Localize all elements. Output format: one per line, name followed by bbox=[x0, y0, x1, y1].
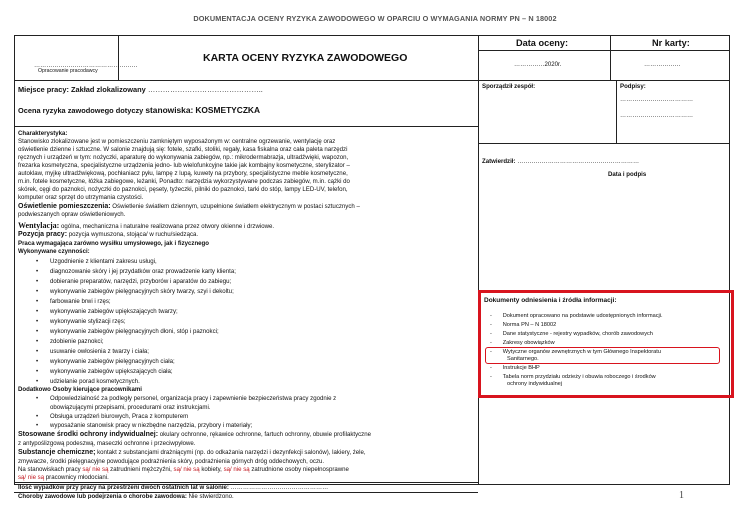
employment-line: Na stanowiskach pracy są/ nie są zatrudnieni mężczyźni, są/ nie są kobiety, są/ nie są zatrudnione osoby niepełnosprawne bbox=[18, 466, 349, 473]
rule bbox=[14, 80, 730, 81]
rule bbox=[616, 80, 617, 143]
characteristics-line: skórek, cęgi do paznokci, nożyczki do paznokci, pęsety, tyżeczki, pilniki do paznokci, tarki do stóp, lampy LED-UV, telefon, bbox=[18, 186, 348, 193]
extra-heading: Dodatkowo Osoby kierujące pracownikami bbox=[18, 386, 142, 393]
rule bbox=[610, 35, 611, 80]
sources-heading: Dokumenty odniesienia i źródła informacji: bbox=[484, 297, 617, 304]
ppe-line: z antypoślizgową podeszwą, maseczki ochronne i przeciwpyłowe. bbox=[18, 440, 196, 447]
task-item: • wykonywanie zabiegów pielęgnacyjnych skóry twarzy, szyi i dekoltu; bbox=[50, 288, 234, 295]
rule bbox=[478, 143, 730, 144]
rule bbox=[118, 35, 119, 80]
characteristics-line: Stanowisko zlokalizowane jest w pomieszczeniu zamkniętym wyposażonym w: centralne ogrzewanie, wentylację oraz bbox=[18, 138, 336, 145]
effort-line: Praca wymagająca zarówno wysiłku umysłowego, jak i fizycznego bbox=[18, 240, 210, 247]
extra-task-item: • Obsługa urządzeń biurowych, Praca z komputerem bbox=[50, 413, 188, 420]
extra-task-item: obowiązującymi przepisami, procedurami oraz instrukcjami. bbox=[50, 404, 211, 411]
employment-line: są/ nie są pracownicy młodociani. bbox=[18, 474, 109, 481]
lighting-line: Oświetlenie pomieszczenia: Oświetlenie światłem dziennym, uzupełnione światłem elektrycznym w postaci sztucznych – bbox=[18, 203, 360, 210]
characteristics-heading: Charakterystyka: bbox=[18, 130, 68, 137]
task-item: • Uzgodnienie z klientami zakresu usługi, bbox=[50, 258, 157, 265]
task-item: • wykonywanie zabiegów pielęgnacyjnych ciała; bbox=[50, 358, 175, 365]
characteristics-line: frezarka kosmetyczna, specjalistyczne urządzenia jedno- lub wielofunkcyjne takie jak kombajny kosmetyczne, sterylizator – bbox=[18, 162, 350, 169]
position-line: Ocena ryzyka zawodowego dotyczy stanowiska: KOSMETYCZKA bbox=[18, 105, 261, 115]
task-item: • udzielanie porad kosmetycznych. bbox=[50, 378, 140, 385]
signatures-label: Podpisy: bbox=[620, 83, 646, 90]
document-header: DOKUMENTACJA OCENY RYZYKA ZAWODOWEGO W OPARCIU O WYMAGANIA NORMY PN – N 18002 bbox=[193, 14, 557, 23]
task-item: • diagnozowanie skóry i jej przydatków oraz prowadzenie karty klienta; bbox=[50, 268, 236, 275]
card-title: KARTA OCENY RYZYKA ZAWODOWEGO bbox=[203, 52, 408, 64]
task-item: • dobieranie preparatów, narzędzi, przyborów i aparatów do zabiegu; bbox=[50, 278, 231, 285]
source-item: - Dane statystyczne - rejestry wypadków, chorób zawodowych bbox=[490, 331, 653, 337]
ppe-line: Stosowane środki ochrony indywidualnej: okulary ochronne, rękawice ochronne, fartuch ochronny, obuwie profilaktyczne bbox=[18, 431, 371, 438]
ventilation-line: Wentylacja: ogólna, mechaniczna i naturalne realizowana przez otwory okienne i drzwiowe. bbox=[18, 221, 275, 230]
workplace-line: Miejsce pracy: Zakład zlokalizowany ……………………………………….. bbox=[18, 85, 263, 94]
page-number: 1 bbox=[679, 490, 684, 501]
card-number-label: Nr karty: bbox=[652, 38, 690, 48]
source-item-continued: Sanitarnego. bbox=[507, 356, 539, 362]
characteristics-line: autoklaw, myjkę ultradźwiękową, pochłaniacz pyłu, lampę z lupą, kuwety na przybory, specjalistyczne meble kosmetyczne, bbox=[18, 170, 348, 177]
source-item-continued: ochrony indywidualnej bbox=[507, 381, 563, 387]
date-value: ……………2020r. bbox=[514, 61, 562, 68]
approval-label: Zatwierdził: …………………………………………………… bbox=[482, 158, 640, 165]
rule bbox=[14, 482, 478, 483]
chemicals-line: zmywacze, środki pielęgnacyjne powodujące podrażnienia skóry, podrażnienia górnych dróg oddechowych, oczu. bbox=[18, 458, 325, 465]
characteristics-line: m.in. fotele kosmetyczne, łóżka zabiegowe, leżanki, Ponadto: narzędzia wykorzystywane podczas zabiegów, m.in. cążki do bbox=[18, 178, 350, 185]
characteristics-line: oświetlenie dzienne i sztuczne. W salonie znajdują się: fotele, szafki, stoliki, regały, kasa fiskalna oraz cała paleta narzędzi bbox=[18, 146, 348, 153]
source-item: - Zakresy obowiązków bbox=[490, 340, 555, 346]
lighting-line: podwieszanych opraw oświetleniowych. bbox=[18, 211, 126, 218]
signature-line: ……………………………… bbox=[620, 112, 694, 119]
rule bbox=[14, 126, 478, 127]
task-item: • farbowanie brwi i rzęs; bbox=[50, 298, 111, 305]
rule bbox=[478, 35, 479, 485]
source-item: - Wytyczne organów zewnętrznych w tym Głównego Inspektoratu bbox=[490, 349, 661, 355]
task-item: • wykonywanie zabiegów pielęgnacyjnych dłoni, stóp i paznokci; bbox=[50, 328, 219, 335]
extra-task-item: • wyposażanie stanowisk pracy w niezbędne narzędzia, przybory i materiały; bbox=[50, 422, 252, 429]
signature-line: ……………………………… bbox=[620, 96, 694, 103]
source-item: - Tabela norm przydziału odzieży i obuwia roboczego i środków bbox=[490, 374, 656, 380]
task-item: • wykonywanie zabiegów upiększających twarzy; bbox=[50, 308, 178, 315]
stamp-label: Opracowanie pracodawcy bbox=[38, 68, 98, 74]
date-label: Data oceny: bbox=[516, 38, 569, 48]
extra-task-item: • Odpowiedzialność za podległy personel, organizacja pracy i zapewnienie bezpieczeństwa pracy zgodnie z bbox=[50, 395, 336, 402]
task-item: • usuwanie owłosienia z twarzy i ciała; bbox=[50, 348, 149, 355]
task-item: • zdobienie paznokci; bbox=[50, 338, 104, 345]
characteristics-line: komputer oraz sprzęt do utrzymania czystości. bbox=[18, 194, 144, 201]
chemicals-line: Substancje chemiczne; kontakt z substancjami drażniącymi (np. do odkażania narzędzi i dezynfekcji salonów), lakiery, żele, bbox=[18, 449, 366, 456]
date-and-signature: Data i podpis bbox=[608, 171, 647, 178]
card-number-value: ……………… bbox=[644, 61, 681, 68]
disease-line: Choroby zawodowe lub podejrzenia o chorobe zawodowa: Nie stwierdzono. bbox=[18, 493, 234, 499]
rule bbox=[478, 50, 730, 51]
task-item: • wykonywanie zabiegów upiększających ciała; bbox=[50, 368, 173, 375]
tasks-heading: Wykonywane czynności: bbox=[18, 248, 90, 255]
accidents-line: Ilość wypadków przy pracy na przestrzeni dwóch ostatnich lat w salonie: ………………………………………… bbox=[18, 484, 329, 491]
team-label: Sporządził zespół: bbox=[482, 83, 536, 90]
characteristics-line: ręcznych i urządzeń w tym: nożyczki, aparaturę do wykonywania zabiegów, np.: mikrodermabrazja, ultradźwięki, wapozon, bbox=[18, 154, 349, 161]
source-item: - Instrukcje BHP bbox=[490, 365, 540, 371]
source-item: - Norma PN – N 18002 bbox=[490, 322, 557, 328]
stamp-dots: …………………………………………… bbox=[34, 62, 138, 69]
source-item: - Dokument opracowano na podstawie udostępnionych informacji. bbox=[490, 313, 663, 319]
work-position-line: Pozycja pracy: pozycja wymuszona, stojąca/ w ruchu/siedząca. bbox=[18, 231, 199, 238]
task-item: • wykonywanie stylizacji rzęs; bbox=[50, 318, 126, 325]
